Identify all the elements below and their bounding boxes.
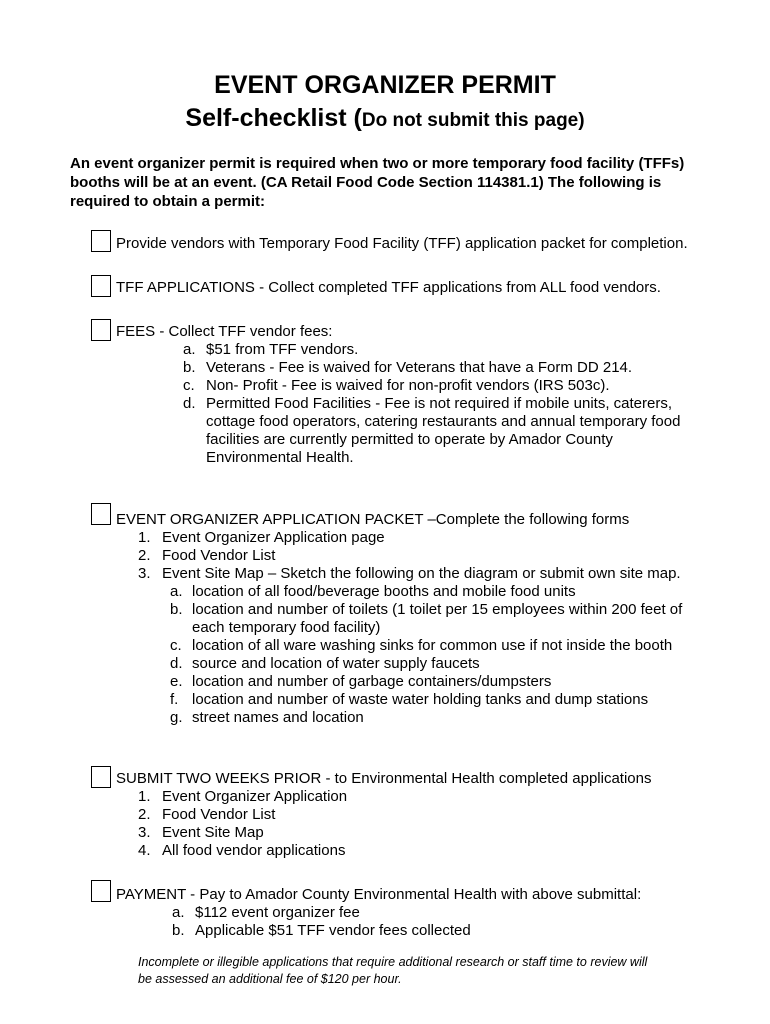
checkbox-event-organizer-packet[interactable] — [91, 503, 111, 525]
packet-item-2: Food Vendor List — [162, 547, 276, 564]
site-map-item-e: location and number of garbage containers/dumpsters — [192, 673, 552, 690]
checkbox-tff-applications[interactable] — [91, 275, 111, 297]
list-marker: a. — [170, 583, 183, 600]
fee-note-line: be assessed an additional fee of $120 per hour. — [138, 972, 402, 986]
fees-item-d-line: Environmental Health. — [206, 449, 354, 466]
checkbox-provide-vendors[interactable] — [91, 230, 111, 252]
list-marker: 1. — [138, 788, 151, 805]
list-marker: 2. — [138, 547, 151, 564]
item-submit-heading: SUBMIT TWO WEEKS PRIOR - to Environmental Health completed applications — [116, 770, 652, 787]
site-map-item-d: source and location of water supply faucets — [192, 655, 480, 672]
fees-item-d-line: cottage food operators, catering restaurants and annual temporary food — [206, 413, 681, 430]
list-marker: b. — [183, 359, 196, 376]
fees-item-d-line: facilities are currently permitted to operate by Amador County — [206, 431, 613, 448]
site-map-item-c: location of all ware washing sinks for common use if not inside the booth — [192, 637, 673, 654]
checkbox-payment[interactable] — [91, 880, 111, 902]
fees-item-c: Non- Profit - Fee is waived for non-profit vendors (IRS 503c). — [206, 377, 610, 394]
site-map-item-b-line: each temporary food facility) — [192, 619, 381, 636]
intro-paragraph: An event organizer permit is required when two or more temporary food facility (TFFs) booths will be at an event. (CA Retail Food Code Section 114381.1) The following is required to obtain a permit: — [70, 155, 685, 210]
list-marker: 3. — [138, 565, 151, 582]
fees-item-b: Veterans - Fee is waived for Veterans that have a Form DD 214. — [206, 359, 633, 376]
list-marker: 3. — [138, 824, 151, 841]
packet-item-1: Event Organizer Application page — [162, 529, 385, 546]
site-map-item-a: location of all food/beverage booths and mobile food units — [192, 583, 576, 600]
list-marker: 1. — [138, 529, 151, 546]
packet-item-3: Event Site Map – Sketch the following on the diagram or submit own site map. — [162, 565, 681, 582]
list-marker: d. — [170, 655, 183, 672]
submit-item-4: All food vendor applications — [162, 842, 346, 859]
list-marker: f. — [170, 691, 179, 708]
fees-item-a: $51 from TFF vendors. — [206, 341, 359, 358]
submit-item-1: Event Organizer Application — [162, 788, 348, 805]
list-marker: b. — [172, 922, 185, 939]
list-marker: e. — [170, 673, 183, 690]
fee-note — [138, 954, 647, 988]
payment-item-a: $112 event organizer fee — [195, 904, 360, 921]
submit-item-2: Food Vendor List — [162, 806, 276, 823]
submit-item-3: Event Site Map — [162, 824, 264, 841]
list-marker: 2. — [138, 806, 151, 823]
checkbox-fees[interactable] — [91, 319, 111, 341]
site-map-item-b-line: location and number of toilets (1 toilet per 15 employees within 200 feet of — [192, 601, 683, 618]
list-marker: a. — [172, 904, 185, 921]
item-tff-applications: TFF APPLICATIONS - Collect completed TFF applications from ALL food vendors. — [116, 279, 661, 296]
list-marker: g. — [170, 709, 183, 726]
item-payment-heading: PAYMENT - Pay to Amador County Environmental Health with above submittal: — [116, 886, 642, 903]
fee-note-line: Incomplete or illegible applications that require additional research or staff time to review will — [138, 955, 648, 969]
subtitle-main: Self-checklist ( — [185, 104, 362, 132]
list-marker: 4. — [138, 842, 151, 859]
payment-item-b: Applicable $51 TFF vendor fees collected — [195, 922, 471, 939]
fees-item-d-line: Permitted Food Facilities - Fee is not required if mobile units, caterers, — [206, 395, 673, 412]
list-marker: d. — [183, 395, 196, 412]
site-map-item-g: street names and location — [192, 709, 364, 726]
document-title: EVENT ORGANIZER PERMIT — [214, 71, 556, 99]
document-subtitle — [0, 101, 770, 139]
site-map-item-f: location and number of waste water holding tanks and dump stations — [192, 691, 649, 708]
list-marker: c. — [183, 377, 195, 394]
item-packet-heading: EVENT ORGANIZER APPLICATION PACKET –Complete the following forms — [116, 511, 630, 528]
list-marker: a. — [183, 341, 196, 358]
list-marker: c. — [170, 637, 182, 654]
subtitle-note: Do not submit this page) — [361, 110, 585, 131]
checkbox-submit-two-weeks[interactable] — [91, 766, 111, 788]
list-marker: b. — [170, 601, 183, 618]
item-fees-heading: FEES - Collect TFF vendor fees: — [116, 323, 333, 340]
item-provide-vendors: Provide vendors with Temporary Food Facility (TFF) application packet for completion. — [116, 235, 688, 252]
